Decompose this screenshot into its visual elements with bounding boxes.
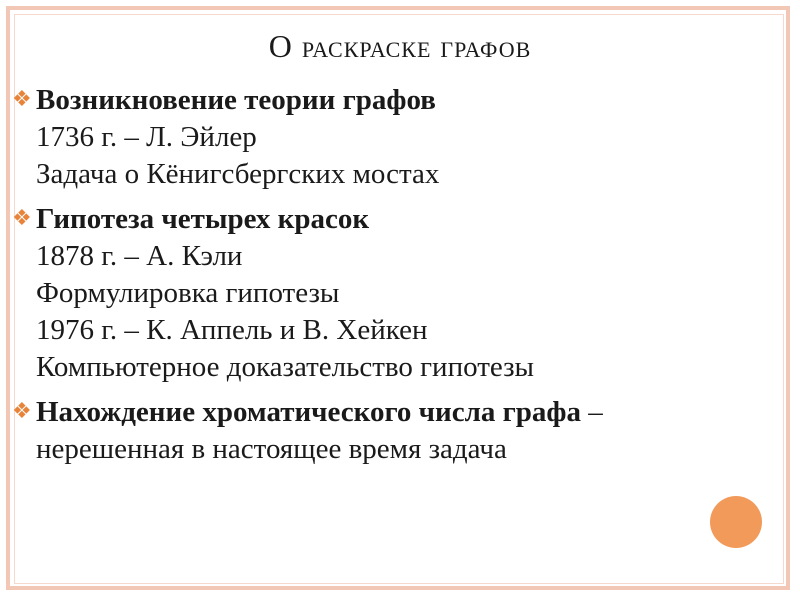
item-heading-suffix: – (580, 396, 603, 428)
decorative-circle (710, 496, 762, 548)
item-line: 1736 г. – Л. Эйлер (36, 121, 257, 153)
bullet-icon: ❖ (12, 86, 32, 111)
item-line: нерешенная в настоящее время задача (36, 433, 507, 465)
bullet-icon: ❖ (12, 205, 32, 230)
item-heading: Возникновение теории графов (36, 84, 436, 116)
item-line: Задача о Кёнигсбергских мостах (36, 158, 440, 190)
slide-title: О раскраске графов (268, 28, 532, 64)
item-line: 1976 г. – К. Аппель и В. Хейкен (36, 314, 428, 346)
list-item (12, 82, 782, 193)
item-line: Компьютерное доказательство гипотезы (36, 351, 535, 383)
bullet-icon: ❖ (12, 398, 32, 423)
list-item (12, 201, 782, 386)
item-heading: Нахождение хроматического числа графа (36, 396, 581, 428)
item-heading: Гипотеза четырех красок (36, 203, 370, 235)
list-item (12, 394, 782, 468)
item-line: 1878 г. – А. Кэли (36, 240, 243, 272)
item-heading-line (36, 394, 782, 431)
item-line: Формулировка гипотезы (36, 277, 340, 309)
slide-content (12, 82, 782, 476)
